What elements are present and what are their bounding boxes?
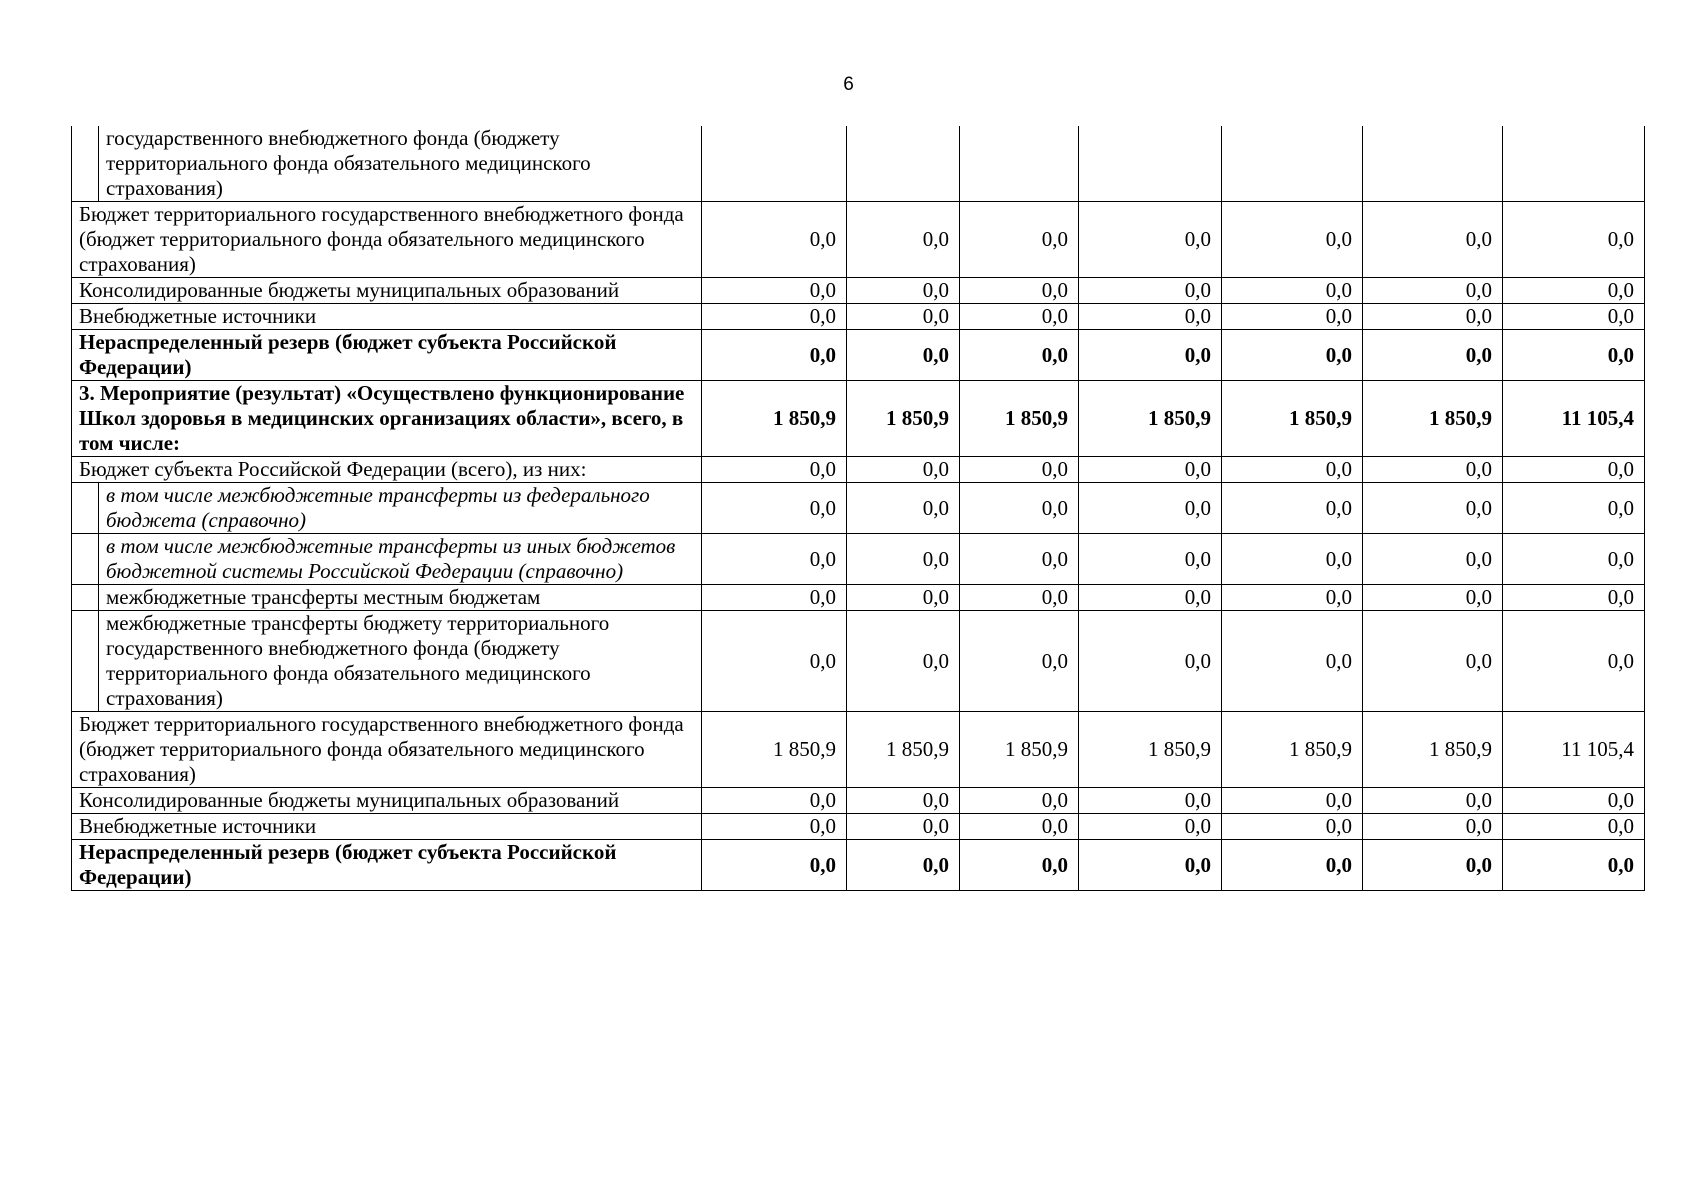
indent-cell (72, 585, 99, 611)
value-cell: 0,0 (1222, 788, 1363, 814)
value-cell: 1 850,9 (847, 712, 960, 788)
value-cell: 0,0 (1222, 202, 1363, 278)
value-cell: 0,0 (1079, 457, 1222, 483)
value-cell: 0,0 (847, 202, 960, 278)
value-cell: 0,0 (847, 457, 960, 483)
value-cell: 0,0 (1363, 202, 1503, 278)
value-cell: 11 105,4 (1503, 381, 1645, 457)
value-cell: 1 850,9 (1363, 381, 1503, 457)
value-cell: 0,0 (960, 534, 1079, 585)
table-row (72, 330, 1645, 381)
value-cell: 0,0 (960, 330, 1079, 381)
value-cell: 0,0 (1079, 585, 1222, 611)
table-row (72, 483, 1645, 534)
value-cell: 0,0 (960, 202, 1079, 278)
row-label: межбюджетные трансферты местным бюджетам (99, 585, 702, 611)
budget-table (71, 126, 1645, 891)
value-cell: 0,0 (702, 483, 847, 534)
value-cell: 1 850,9 (1222, 712, 1363, 788)
table-row (72, 712, 1645, 788)
value-cell: 0,0 (1079, 202, 1222, 278)
value-cell: 0,0 (702, 457, 847, 483)
row-label: 3. Мероприятие (результат) «Осуществлено функционирование Школ здоровья в медицинских организациях области», всего, в том числе: (72, 381, 702, 457)
value-cell: 0,0 (702, 304, 847, 330)
table-row (72, 814, 1645, 840)
row-label: Бюджет субъекта Российской Федерации (всего), из них: (72, 457, 702, 483)
value-cell: 0,0 (847, 814, 960, 840)
value-cell: 0,0 (1222, 457, 1363, 483)
row-label: в том числе межбюджетные трансферты из федерального бюджета (справочно) (99, 483, 702, 534)
table-row (72, 381, 1645, 457)
table-row (72, 278, 1645, 304)
value-cell: 0,0 (1503, 585, 1645, 611)
indent-cell (72, 126, 99, 202)
row-label: Нераспределенный резерв (бюджет субъекта Российской Федерации) (72, 840, 702, 891)
row-label: Нераспределенный резерв (бюджет субъекта Российской Федерации) (72, 330, 702, 381)
row-label: Бюджет территориального государственного внебюджетного фонда (бюджет территориального фонда обязательного медицинского страхования) (72, 712, 702, 788)
table-row (72, 585, 1645, 611)
value-cell: 0,0 (1363, 457, 1503, 483)
value-cell: 0,0 (960, 483, 1079, 534)
value-cell: 0,0 (702, 788, 847, 814)
value-cell (1363, 126, 1503, 202)
value-cell: 0,0 (1222, 814, 1363, 840)
value-cell: 0,0 (1503, 814, 1645, 840)
table-row (72, 126, 1645, 202)
row-label: Бюджет территориального государственного внебюджетного фонда (бюджет территориального фонда обязательного медицинского страхования) (72, 202, 702, 278)
value-cell: 0,0 (1222, 330, 1363, 381)
value-cell: 0,0 (1222, 483, 1363, 534)
value-cell: 0,0 (702, 330, 847, 381)
value-cell (1079, 126, 1222, 202)
value-cell: 0,0 (1222, 278, 1363, 304)
value-cell: 1 850,9 (1222, 381, 1363, 457)
value-cell: 1 850,9 (847, 381, 960, 457)
value-cell: 0,0 (702, 840, 847, 891)
value-cell: 0,0 (960, 457, 1079, 483)
value-cell: 0,0 (1363, 611, 1503, 712)
table-row (72, 202, 1645, 278)
value-cell: 0,0 (702, 534, 847, 585)
value-cell: 1 850,9 (1363, 712, 1503, 788)
value-cell: 0,0 (847, 483, 960, 534)
row-label: Консолидированные бюджеты муниципальных образований (72, 278, 702, 304)
value-cell: 0,0 (1079, 840, 1222, 891)
indent-cell (72, 534, 99, 585)
value-cell: 0,0 (960, 611, 1079, 712)
value-cell: 0,0 (702, 585, 847, 611)
row-label: Консолидированные бюджеты муниципальных образований (72, 788, 702, 814)
value-cell: 0,0 (1503, 278, 1645, 304)
table-row (72, 611, 1645, 712)
value-cell: 0,0 (1079, 304, 1222, 330)
value-cell: 1 850,9 (960, 381, 1079, 457)
value-cell: 0,0 (847, 534, 960, 585)
value-cell: 0,0 (1079, 534, 1222, 585)
value-cell: 0,0 (1503, 202, 1645, 278)
value-cell: 0,0 (1503, 788, 1645, 814)
value-cell: 0,0 (1363, 330, 1503, 381)
value-cell: 0,0 (1503, 534, 1645, 585)
value-cell: 0,0 (1363, 278, 1503, 304)
value-cell: 0,0 (1079, 814, 1222, 840)
value-cell: 1 850,9 (702, 381, 847, 457)
value-cell: 0,0 (1503, 457, 1645, 483)
value-cell: 0,0 (1503, 304, 1645, 330)
value-cell: 0,0 (1079, 611, 1222, 712)
value-cell: 0,0 (1503, 330, 1645, 381)
value-cell (1222, 126, 1363, 202)
value-cell (847, 126, 960, 202)
value-cell: 0,0 (960, 278, 1079, 304)
value-cell: 0,0 (1363, 788, 1503, 814)
value-cell: 1 850,9 (960, 712, 1079, 788)
table-row (72, 840, 1645, 891)
value-cell: 0,0 (1079, 330, 1222, 381)
value-cell: 0,0 (847, 788, 960, 814)
page-number: 6 (843, 74, 854, 95)
value-cell: 0,0 (702, 278, 847, 304)
value-cell: 0,0 (702, 814, 847, 840)
table-row (72, 788, 1645, 814)
value-cell (702, 126, 847, 202)
value-cell: 0,0 (1503, 840, 1645, 891)
value-cell: 0,0 (1363, 814, 1503, 840)
table-row (72, 457, 1645, 483)
value-cell: 0,0 (847, 840, 960, 891)
value-cell: 0,0 (1222, 304, 1363, 330)
row-label: государственного внебюджетного фонда (бюджету территориального фонда обязательного медицинского страхования) (99, 126, 702, 202)
value-cell (960, 126, 1079, 202)
value-cell (1503, 126, 1645, 202)
value-cell: 0,0 (1222, 611, 1363, 712)
value-cell: 0,0 (847, 304, 960, 330)
value-cell: 0,0 (1503, 483, 1645, 534)
value-cell: 0,0 (1363, 840, 1503, 891)
value-cell: 0,0 (1079, 278, 1222, 304)
value-cell: 0,0 (847, 611, 960, 712)
value-cell: 0,0 (960, 788, 1079, 814)
value-cell: 0,0 (847, 330, 960, 381)
budget-table-body (72, 126, 1645, 891)
value-cell: 0,0 (1363, 534, 1503, 585)
row-label: Внебюджетные источники (72, 814, 702, 840)
value-cell: 0,0 (1222, 585, 1363, 611)
value-cell: 0,0 (1363, 483, 1503, 534)
table-row (72, 534, 1645, 585)
value-cell: 0,0 (1363, 304, 1503, 330)
value-cell: 0,0 (702, 611, 847, 712)
value-cell: 1 850,9 (1079, 381, 1222, 457)
value-cell: 11 105,4 (1503, 712, 1645, 788)
value-cell: 0,0 (1503, 611, 1645, 712)
row-label: в том числе межбюджетные трансферты из иных бюджетов бюджетной системы Российской Федерации (справочно) (99, 534, 702, 585)
value-cell: 1 850,9 (1079, 712, 1222, 788)
table-row (72, 304, 1645, 330)
indent-cell (72, 483, 99, 534)
value-cell: 0,0 (702, 202, 847, 278)
value-cell: 0,0 (960, 814, 1079, 840)
value-cell: 0,0 (960, 585, 1079, 611)
row-label: Внебюджетные источники (72, 304, 702, 330)
value-cell: 0,0 (1079, 483, 1222, 534)
indent-cell (72, 611, 99, 712)
value-cell: 1 850,9 (702, 712, 847, 788)
value-cell: 0,0 (847, 278, 960, 304)
row-label: межбюджетные трансферты бюджету территориального государственного внебюджетного фонда (бюджету территориального фонда обязательного медицинского страхования) (99, 611, 702, 712)
value-cell: 0,0 (1363, 585, 1503, 611)
value-cell: 0,0 (847, 585, 960, 611)
value-cell: 0,0 (1079, 788, 1222, 814)
value-cell: 0,0 (960, 304, 1079, 330)
value-cell: 0,0 (1222, 534, 1363, 585)
value-cell: 0,0 (1222, 840, 1363, 891)
value-cell: 0,0 (960, 840, 1079, 891)
